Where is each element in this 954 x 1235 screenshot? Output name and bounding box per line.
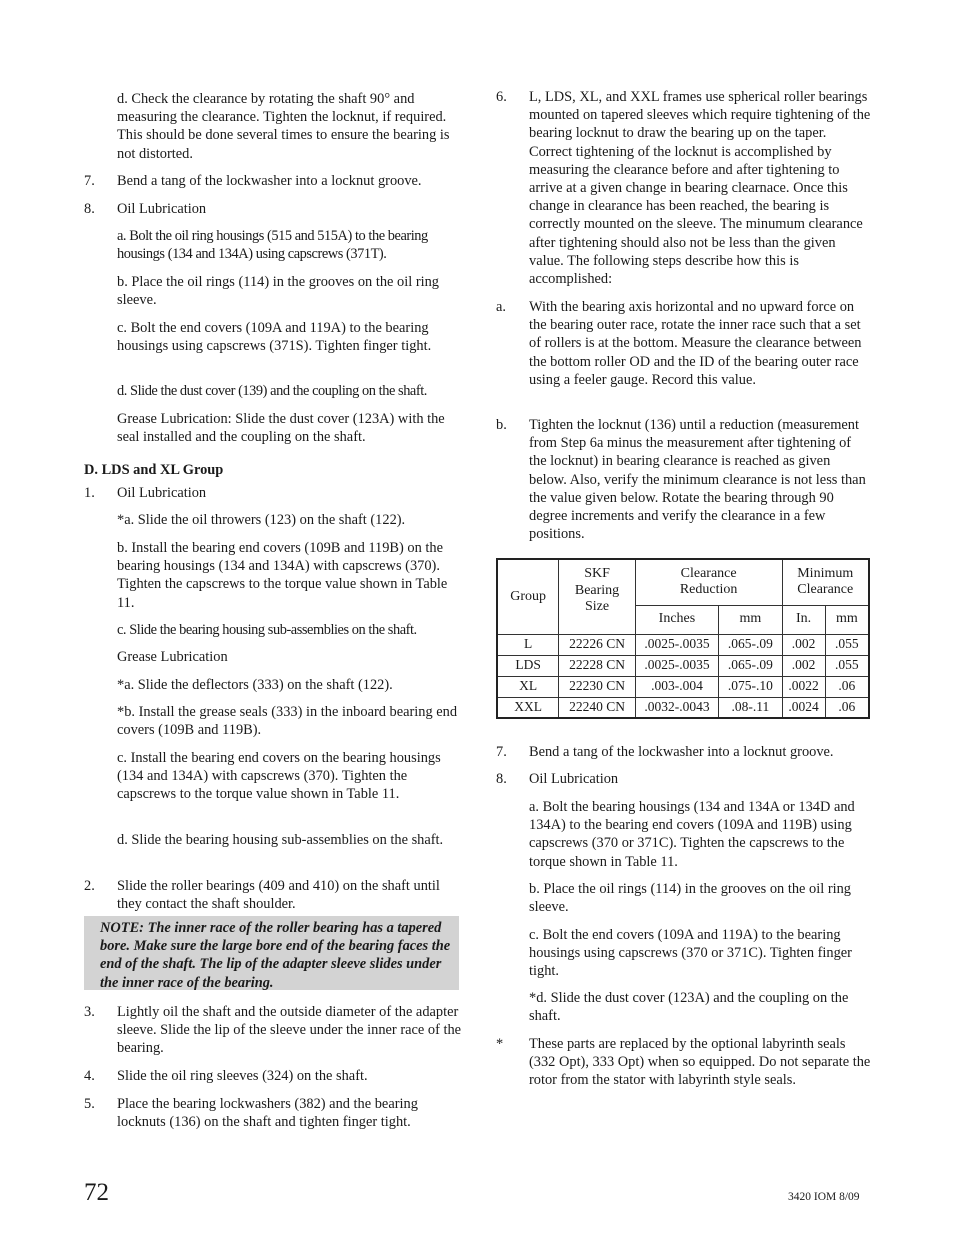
left-paragraph-grease-d: d. Slide the bearing housing sub-assemblies on the shaft.: [117, 832, 444, 848]
left-item-2: Slide the roller bearings (409 and 410) on the shaft until they contact the shaft shoulder.: [117, 878, 440, 913]
left-item-1-number: 1.: [84, 485, 95, 501]
table-row: [497, 655, 869, 676]
cell-bearing: 22230 CN: [559, 676, 635, 697]
left-paragraph-8d: d. Slide the dust cover (139) and the coupling on the shaft.: [117, 383, 427, 399]
cell-group: XL: [497, 676, 559, 697]
right-step-a: With the bearing axis horizontal and no upward force on the bearing outer race, rotate the inner race such that a set of rollers is at the bottom. Measure the clearance between the bottom roller OD and the ID of the bearing outer race using a feeler gauge. Record this value.: [529, 299, 862, 388]
cell-bearing: 22228 CN: [559, 655, 635, 676]
cell-inches: .0025-.0035: [635, 634, 718, 655]
left-item-3-number: 3.: [84, 1004, 95, 1020]
right-item-7: Bend a tang of the lockwasher into a locknut groove.: [529, 744, 834, 760]
right-item-7-number: 7.: [496, 744, 507, 760]
cell-min-mm: .06: [825, 676, 869, 697]
cell-min-in: .002: [782, 655, 825, 676]
cell-inches: .0025-.0035: [635, 655, 718, 676]
cell-min-in: .0024: [782, 697, 825, 718]
left-grease-heading: Grease Lubrication: [117, 649, 228, 665]
page-number: 72: [84, 1179, 109, 1206]
left-paragraph-1c: c. Slide the bearing housing sub-assemblies on the shaft.: [117, 622, 417, 638]
footnote-asterisk: *: [496, 1036, 504, 1052]
right-paragraph-8c: c. Bolt the end covers (109A and 119A) to the bearing housings using capscrews (370 or 371C). Tighten finger tight.: [529, 927, 852, 980]
cell-bearing: 22226 CN: [559, 634, 635, 655]
right-paragraph-8a: a. Bolt the bearing housings (134 and 134A or 134D and 134A) to the bearing end covers (109A and 119B) using capscrews (370 or 371C). Tighten the capscrews to the torque shown in Table 11.: [529, 799, 855, 870]
cell-min-mm: .06: [825, 697, 869, 718]
right-item-8-number: 8.: [496, 771, 507, 787]
left-paragraph-8b: b. Place the oil rings (114) in the grooves on the oil ring sleeve.: [117, 274, 439, 309]
left-item-2-number: 2.: [84, 878, 95, 894]
right-item-6-number: 6.: [496, 89, 507, 105]
cell-mm: .08-.11: [719, 697, 782, 718]
table-header-row: [497, 559, 869, 605]
left-item-1: Oil Lubrication: [117, 485, 207, 501]
cell-group: XXL: [497, 697, 559, 718]
header-mm-min: mm: [825, 605, 869, 634]
table-row: [497, 634, 869, 655]
header-inches: Inches: [635, 605, 718, 634]
right-paragraph-8b: b. Place the oil rings (114) in the grooves on the oil ring sleeve.: [529, 881, 851, 916]
header-skf-bearing-size: SKF Bearing Size: [559, 559, 635, 634]
left-paragraph-8a: a. Bolt the oil ring housings (515 and 515A) to the bearing housings (134 and 134A) using capscrews (371T).: [117, 228, 428, 263]
table-row: [497, 697, 869, 718]
left-paragraph-grease-a: *a. Slide the deflectors (333) on the shaft (122).: [117, 677, 393, 693]
left-item-4-number: 4.: [84, 1068, 95, 1084]
left-item-5-number: 5.: [84, 1096, 95, 1112]
left-paragraph-1b: b. Install the bearing end covers (109B and 119B) on the bearing housings (134 and 134A) with capscrews (370). Tighten the capscrews to the torque value shown in Table 11.: [117, 540, 448, 611]
left-item-8: Oil Lubrication: [117, 201, 207, 217]
cell-min-in: .002: [782, 634, 825, 655]
cell-inches: .003-.004: [635, 676, 718, 697]
left-grease-lubrication-note: Grease Lubrication: Slide the dust cover (123A) with the seal installed and the coupling on the shaft.: [117, 411, 445, 446]
left-item-8-number: 8.: [84, 201, 95, 217]
right-step-a-label: a.: [496, 299, 506, 315]
cell-group: L: [497, 634, 559, 655]
cell-bearing: 22240 CN: [559, 697, 635, 718]
cell-mm: .075-.10: [719, 676, 782, 697]
right-paragraph-8d: *d. Slide the dust cover (123A) and the coupling on the shaft.: [529, 990, 849, 1025]
table-row: [497, 676, 869, 697]
left-item-5: Place the bearing lockwashers (382) and the bearing locknuts (136) on the shaft and tighten finger tight.: [117, 1096, 418, 1131]
header-mm: mm: [719, 605, 782, 634]
right-item-6: L, LDS, XL, and XXL frames use spherical roller bearings mounted on tapered sleeves which require tightening of the bearing locknut to draw the bearing up on the taper. Correct tightening of the locknut is accomplished by measuring the clearance before and after tightening to arrive at a given change in bearing clearnace. Once this change in clearance has been reached, the bearing is correctly mounted on the sleeve. The minumum clearance after tightening should also not be less than the given value. The following steps describe how this is accomplished:: [529, 89, 871, 288]
document-id: 3420 IOM 8/09: [788, 1191, 860, 1203]
header-group: Group: [497, 559, 559, 634]
left-paragraph-8c: c. Bolt the end covers (109A and 119A) to the bearing housings using capscrews (371S). Tighten finger tight.: [117, 320, 432, 355]
cell-group: LDS: [497, 655, 559, 676]
left-item-4: Slide the oil ring sleeves (324) on the shaft.: [117, 1068, 368, 1084]
cell-mm: .065-.09: [719, 655, 782, 676]
cell-inches: .0032-.0043: [635, 697, 718, 718]
right-step-b-label: b.: [496, 417, 507, 433]
header-clearance-reduction: Clearance Reduction: [635, 559, 782, 605]
right-item-8: Oil Lubrication: [529, 771, 619, 787]
header-minimum-clearance: Minimum Clearance: [782, 559, 869, 605]
left-item-7-number: 7.: [84, 173, 95, 189]
left-paragraph-1a: *a. Slide the oil throwers (123) on the shaft (122).: [117, 512, 406, 528]
note-text: NOTE: The inner race of the roller bearing has a tapered bore. Make sure the large bore end of the bearing faces the end of the shaft. The lip of the adapter sleeve slides under the inner race of the bearing.: [100, 920, 451, 991]
note-box: [84, 916, 459, 990]
header-in: In.: [782, 605, 825, 634]
left-item-3: Lightly oil the shaft and the outside diameter of the adapter sleeve. Slide the lip of the sleeve under the inner race of the bearing.: [117, 1004, 462, 1057]
left-paragraph-grease-c: c. Install the bearing end covers on the bearing housings (134 and 134A) with capscrews (370). Tighten the capscrews to the torque value shown in Table 11.: [117, 750, 441, 803]
cell-min-mm: .055: [825, 655, 869, 676]
cell-mm: .065-.09: [719, 634, 782, 655]
cell-min-in: .0022: [782, 676, 825, 697]
cell-min-mm: .055: [825, 634, 869, 655]
left-item-7: Bend a tang of the lockwasher into a locknut groove.: [117, 173, 422, 189]
footnote-text: These parts are replaced by the optional labyrinth seals (332 Opt), 333 Opt) when so equipped. Do not separate the rotor from the stator with labyrinth style seals.: [529, 1036, 871, 1089]
clearance-table: [496, 558, 870, 719]
left-paragraph-d: d. Check the clearance by rotating the shaft 90° and measuring the clearance. Tighten the locknut, if required. This should be done several times to ensure the bearing is not distorted.: [117, 91, 450, 162]
section-heading: D. LDS and XL Group: [84, 462, 224, 478]
left-paragraph-grease-b: *b. Install the grease seals (333) in the inboard bearing end covers (109B and 119B).: [117, 704, 458, 739]
right-step-b: Tighten the locknut (136) until a reduction (measurement from Step 6a minus the measurement after tightening of the locknut) in bearing clearance is reached as given below. Also, verify the minimum clearance is not less than the value given below. Rotate the bearing through 90 degree increments and verify the clearance in a few positions.: [529, 417, 866, 543]
